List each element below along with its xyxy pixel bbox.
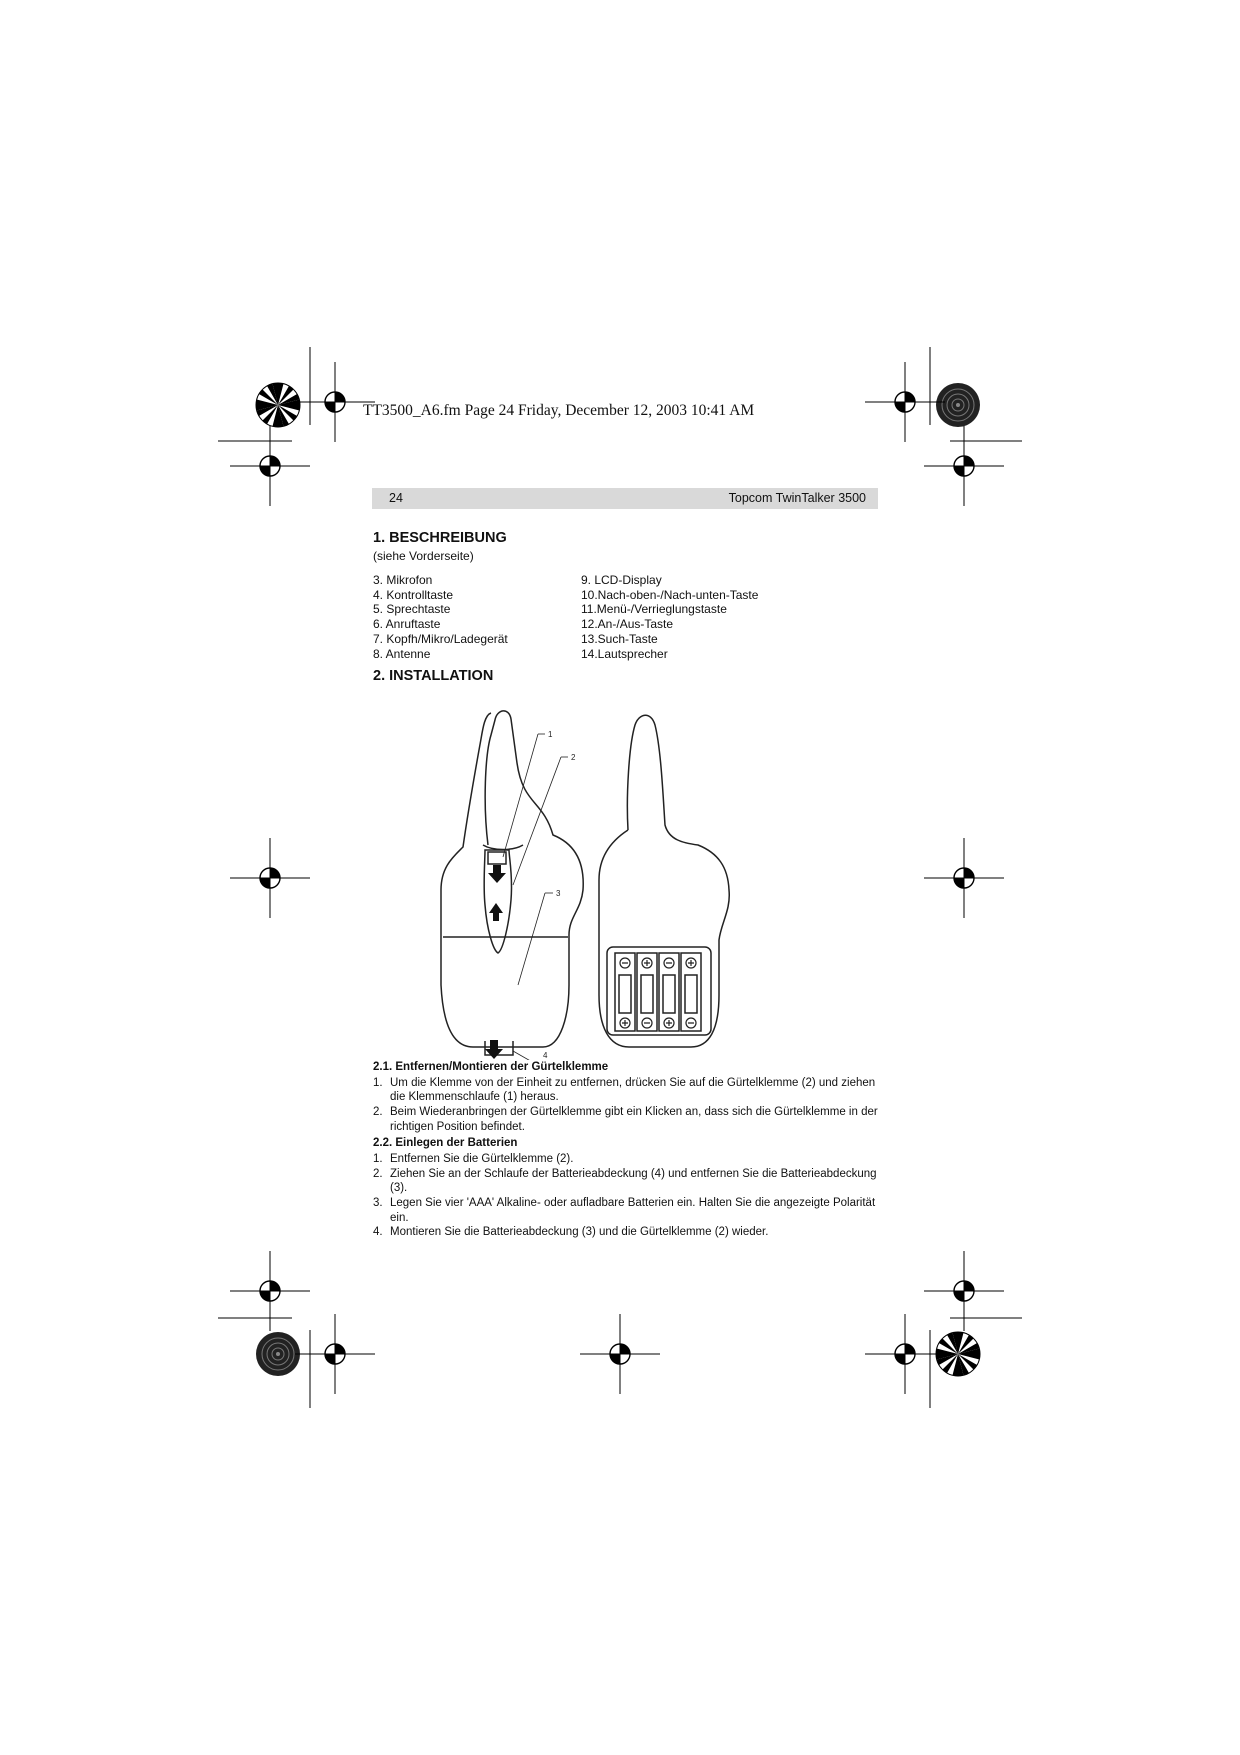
list-item: 8. Antenne	[373, 646, 431, 661]
list-item: 2. Beim Wiederanbringen der Gürtelklemme gibt ein Klicken an, dass sich die Gürtelklemme in der richtigen Position befindet.	[373, 1105, 878, 1133]
list-item: 3. Mikrofon	[373, 573, 433, 587]
page-number: 24	[389, 491, 403, 505]
callout-4: 4	[543, 1051, 548, 1060]
steps-guertelklemme	[373, 1076, 878, 1135]
list-item: 2. Ziehen Sie an der Schlaufe der Batterieabdeckung (4) und entfernen Sie die Batterieabdeckung (3).	[373, 1167, 877, 1195]
walkie-talkie-diagram	[373, 685, 878, 1060]
parts-list-left	[373, 573, 508, 661]
list-item: 7. Kopfh/Mikro/Ladegerät	[373, 631, 508, 646]
callout-2: 2	[571, 753, 576, 762]
running-header	[372, 488, 878, 509]
subsection-title-guertelklemme: 2.1. Entfernen/Montieren der Gürtelklemme	[373, 1061, 609, 1073]
list-item: 4. Kontrolltaste	[373, 587, 454, 602]
list-item: 4. Montieren Sie die Batterieabdeckung (3) und die Gürtelklemme (2) wieder.	[373, 1226, 769, 1239]
section-subtitle: (siehe Vorderseite)	[373, 549, 474, 563]
parts-list	[373, 573, 878, 661]
page-body	[373, 530, 878, 1242]
list-item: 1. Entfernen Sie die Gürtelklemme (2).	[373, 1152, 574, 1165]
list-item: 9. LCD-Display	[581, 573, 662, 587]
section-title-installation: 2. INSTALLATION	[373, 668, 494, 684]
list-item: 13.Such-Taste	[581, 631, 658, 646]
list-item: 5. Sprechtaste	[373, 602, 451, 617]
parts-list-right	[581, 573, 758, 661]
list-item: 6. Anruftaste	[373, 617, 441, 632]
steps-batterien	[373, 1152, 878, 1240]
subsection-title-batterien: 2.2. Einlegen der Batterien	[373, 1137, 518, 1150]
list-item: 3. Legen Sie vier 'AAA' Alkaline- oder aufladbare Batterien ein. Halten Sie die angezeigte Polarität ein.	[373, 1196, 876, 1224]
header-title: Topcom TwinTalker 3500	[728, 491, 866, 505]
list-item: 12.An-/Aus-Taste	[581, 617, 674, 632]
file-slug: TT3500_A6.fm Page 24 Friday, December 12, 2003 10:41 AM	[363, 402, 755, 419]
callout-3: 3	[556, 889, 561, 898]
list-item: 14.Lautsprecher	[581, 646, 668, 661]
callout-1: 1	[548, 730, 553, 739]
installation-figure	[373, 685, 878, 1060]
list-item: 11.Menü-/Verrieglungstaste	[581, 602, 727, 617]
list-item: 10.Nach-oben-/Nach-unten-Taste	[581, 587, 759, 602]
list-item: 1. Um die Klemme von der Einheit zu entfernen, drücken Sie auf die Gürtelklemme (2) und ziehen die Klemmenschlaufe (1) heraus.	[373, 1076, 876, 1104]
section-title-beschreibung: 1. BESCHREIBUNG	[373, 530, 507, 546]
